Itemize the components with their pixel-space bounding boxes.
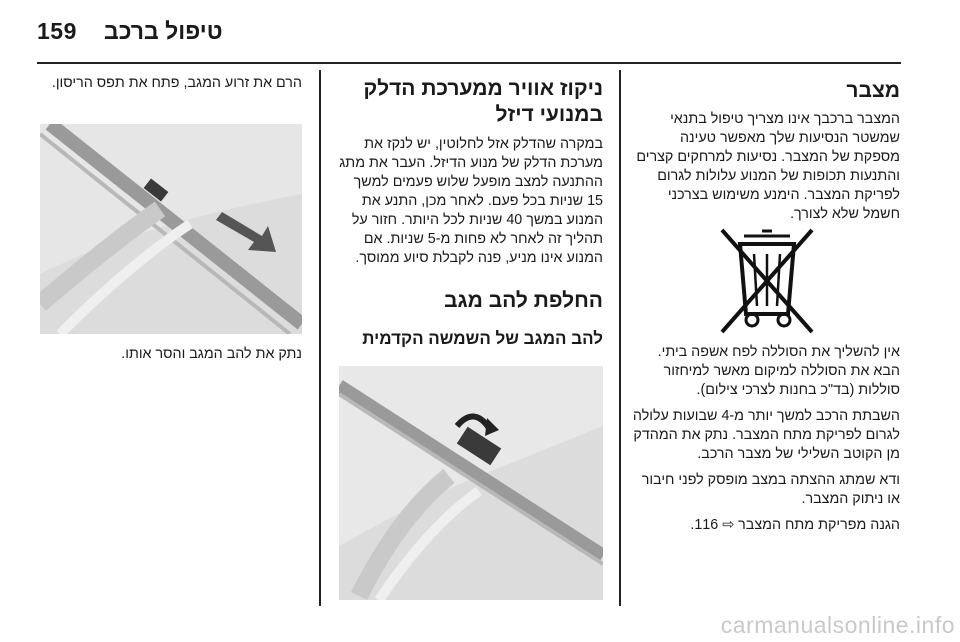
wiper-step-detach: נתק את להב המגב והסר אותו. — [121, 346, 302, 362]
battery-details — [630, 343, 900, 535]
diesel-heading: ניקוז אוויר ממערכת הדלק במנועי דיזל — [363, 77, 603, 126]
section-title: טיפול ברכב — [104, 18, 223, 44]
diesel-column — [334, 74, 603, 350]
column-divider-right — [619, 70, 621, 606]
header-rule — [37, 62, 901, 64]
page-number: 159 — [37, 18, 77, 44]
windscreen-wiper-subheading: להב המגב של השמשה הקדמית — [362, 329, 603, 348]
wiper-steps-column — [40, 74, 302, 93]
reference-page[interactable]: 116 — [694, 517, 719, 533]
ignition-note: ודא שמתג ההצתה במצב מופסק לפני חיבור או ניתוק המצבר. — [641, 472, 900, 507]
column-divider-left — [319, 70, 321, 606]
reference-arrow-icon: ⇨ — [722, 517, 735, 533]
battery-intro: המצבר ברכבך אינו מצריך טיפול בתנאי שמשטר הנסיעות שלך מאפשר טעינה מספקת של המצבר. נסיעות למרחקים קצרים והתנעות תכופות של המנוע עלולות לגרום לפריקת המצבר. הימנע משימוש בצרכני חשמל שלא לצורך. — [636, 111, 900, 222]
battery-column — [630, 74, 900, 224]
page-header — [0, 0, 960, 56]
wiper-caption-block — [40, 345, 302, 364]
wiper-step-lift: הרם את זרוע המגב, פתח את תפס הריסון. — [51, 75, 302, 91]
wiper-heading: החלפת להב מגב — [444, 289, 603, 312]
protection-ref-text: הגנה מפריקת מתח המצבר — [738, 517, 900, 533]
wiper-clip-illustration — [339, 366, 603, 600]
crossed-bin-icon — [712, 226, 822, 336]
long-parking-text: השבתת הרכב למשך יותר מ-4 שבועות עלולה לגרום לפריקת מתח המצבר. נתק את המהדק מן הקוטב השלילי של מצבר הרכב. — [632, 408, 900, 462]
site-watermark: carmanualsonline.info — [720, 612, 955, 638]
disposal-text: אין להשליך את הסוללה לפח אשפה ביתי. הבא את הסוללה למיקום מאשר למיחזור סוללות (בד"כ בחנות לצרכי צילום). — [657, 344, 900, 398]
diesel-body: במקרה שהדלק אזל לחלוטין, יש לנקז את מערכת הדלק של מנוע הדיזל. העבר את מתג ההתנעה למצב מופעל שלוש פעמים למשך 15 שניות בכל פעם. לאחר מכן, התנע את המנוע במשך 40 שניות לכל היותר. חזור על תהליך זה לאחר לא פחות מ-5 שניות. אם המנוע אינו מניע, פנה לקבלת סיוע ממוסך. — [339, 136, 603, 266]
wiper-removal-illustration — [40, 124, 302, 334]
battery-heading: מצבר — [846, 79, 900, 102]
protection-reference: הגנה מפריקת מתח המצבר ⇨ 116. — [690, 517, 900, 533]
